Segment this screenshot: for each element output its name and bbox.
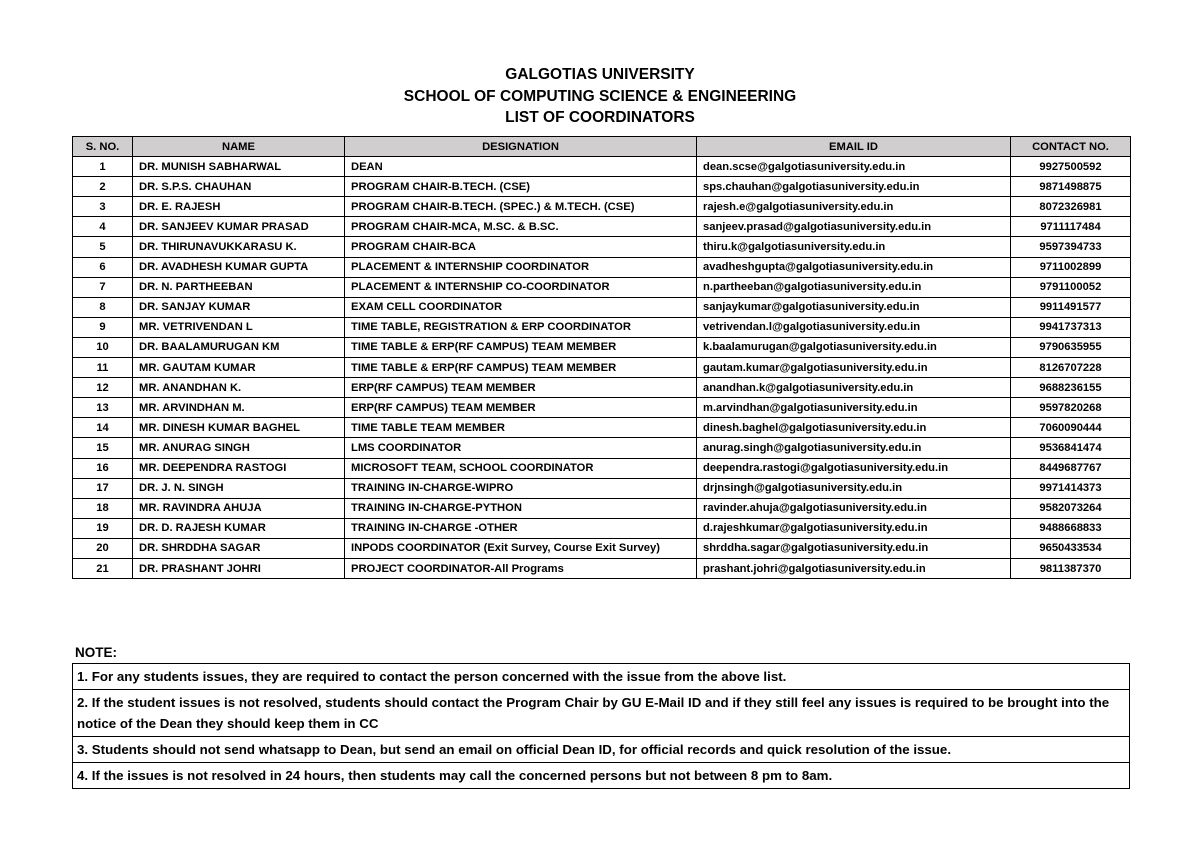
university-title: GALGOTIAS UNIVERSITY <box>505 66 695 83</box>
cell-designation: TIME TABLE, REGISTRATION & ERP COORDINATOR <box>345 317 697 337</box>
cell-contact: 9488668833 <box>1011 518 1131 538</box>
note-row <box>73 763 1130 789</box>
cell-email: avadheshgupta@galgotiasuniversity.edu.in <box>697 257 1011 277</box>
table-row <box>73 438 1131 458</box>
cell-name: MR. ARVINDHAN M. <box>133 398 345 418</box>
cell-email: shrddha.sagar@galgotiasuniversity.edu.in <box>697 538 1011 558</box>
cell-contact: 8072326981 <box>1011 197 1131 217</box>
table-row <box>73 378 1131 398</box>
table-body <box>73 157 1131 579</box>
cell-sno: 1 <box>73 157 133 177</box>
cell-name: DR. D. RAJESH KUMAR <box>133 518 345 538</box>
cell-designation: PLACEMENT & INTERNSHIP COORDINATOR <box>345 257 697 277</box>
cell-contact: 9871498875 <box>1011 177 1131 197</box>
cell-email: ravinder.ahuja@galgotiasuniversity.edu.in <box>697 498 1011 518</box>
cell-name: DR. N. PARTHEEBAN <box>133 277 345 297</box>
list-title: LIST OF COORDINATORS <box>505 109 695 126</box>
table-row <box>73 558 1131 578</box>
cell-email: dean.scse@galgotiasuniversity.edu.in <box>697 157 1011 177</box>
cell-designation: TIME TABLE & ERP(RF CAMPUS) TEAM MEMBER <box>345 337 697 357</box>
cell-designation: TRAINING IN-CHARGE-WIPRO <box>345 478 697 498</box>
cell-sno: 2 <box>73 177 133 197</box>
cell-contact: 9927500592 <box>1011 157 1131 177</box>
cell-contact: 9650433534 <box>1011 538 1131 558</box>
cell-name: MR. ANANDHAN K. <box>133 378 345 398</box>
cell-sno: 7 <box>73 277 133 297</box>
cell-sno: 18 <box>73 498 133 518</box>
cell-name: MR. RAVINDRA AHUJA <box>133 498 345 518</box>
cell-designation: TRAINING IN-CHARGE-PYTHON <box>345 498 697 518</box>
cell-sno: 8 <box>73 297 133 317</box>
cell-sno: 12 <box>73 378 133 398</box>
cell-sno: 20 <box>73 538 133 558</box>
cell-designation: PROGRAM CHAIR-B.TECH. (SPEC.) & M.TECH. (CSE) <box>345 197 697 217</box>
cell-contact: 9597394733 <box>1011 237 1131 257</box>
table-row <box>73 257 1131 277</box>
cell-sno: 10 <box>73 337 133 357</box>
cell-contact: 9811387370 <box>1011 558 1131 578</box>
cell-designation: DEAN <box>345 157 697 177</box>
cell-designation: ERP(RF CAMPUS) TEAM MEMBER <box>345 378 697 398</box>
table-row <box>73 297 1131 317</box>
table-row <box>73 177 1131 197</box>
note-item: 2. If the student issues is not resolved, students should contact the Program Chair by GU E-Mail ID and if they still feel any issues is required to be brought into the notice of the Dean they should keep them in CC <box>73 690 1130 737</box>
cell-contact: 9941737313 <box>1011 317 1131 337</box>
cell-sno: 11 <box>73 358 133 378</box>
cell-email: anandhan.k@galgotiasuniversity.edu.in <box>697 378 1011 398</box>
cell-contact: 9790635955 <box>1011 337 1131 357</box>
cell-sno: 14 <box>73 418 133 438</box>
cell-designation: MICROSOFT TEAM, SCHOOL COORDINATOR <box>345 458 697 478</box>
cell-email: k.baalamurugan@galgotiasuniversity.edu.in <box>697 337 1011 357</box>
cell-designation: EXAM CELL COORDINATOR <box>345 297 697 317</box>
cell-designation: PROGRAM CHAIR-MCA, M.SC. & B.SC. <box>345 217 697 237</box>
table-row <box>73 518 1131 538</box>
cell-email: prashant.johri@galgotiasuniversity.edu.in <box>697 558 1011 578</box>
cell-sno: 17 <box>73 478 133 498</box>
cell-email: drjnsingh@galgotiasuniversity.edu.in <box>697 478 1011 498</box>
header-sno: S. NO. <box>73 137 133 157</box>
cell-designation: TIME TABLE TEAM MEMBER <box>345 418 697 438</box>
cell-designation: TRAINING IN-CHARGE -OTHER <box>345 518 697 538</box>
cell-email: sps.chauhan@galgotiasuniversity.edu.in <box>697 177 1011 197</box>
cell-email: n.partheeban@galgotiasuniversity.edu.in <box>697 277 1011 297</box>
notes-table <box>72 663 1130 789</box>
cell-name: DR. J. N. SINGH <box>133 478 345 498</box>
cell-designation: PLACEMENT & INTERNSHIP CO-COORDINATOR <box>345 277 697 297</box>
cell-designation: TIME TABLE & ERP(RF CAMPUS) TEAM MEMBER <box>345 358 697 378</box>
cell-contact: 9688236155 <box>1011 378 1131 398</box>
note-row <box>73 690 1130 737</box>
cell-designation: ERP(RF CAMPUS) TEAM MEMBER <box>345 398 697 418</box>
cell-contact: 9582073264 <box>1011 498 1131 518</box>
cell-email: dinesh.baghel@galgotiasuniversity.edu.in <box>697 418 1011 438</box>
table-row <box>73 418 1131 438</box>
header-designation: DESIGNATION <box>345 137 697 157</box>
cell-contact: 7060090444 <box>1011 418 1131 438</box>
cell-name: DR. SANJEEV KUMAR PRASAD <box>133 217 345 237</box>
cell-name: DR. E. RAJESH <box>133 197 345 217</box>
cell-contact: 8126707228 <box>1011 358 1131 378</box>
note-item: 4. If the issues is not resolved in 24 hours, then students may call the concerned persons but not between 8 pm to 8am. <box>73 763 1130 789</box>
cell-contact: 8449687767 <box>1011 458 1131 478</box>
table-row <box>73 398 1131 418</box>
cell-designation: LMS COORDINATOR <box>345 438 697 458</box>
cell-sno: 21 <box>73 558 133 578</box>
note-row <box>73 664 1130 690</box>
cell-sno: 13 <box>73 398 133 418</box>
cell-contact: 9536841474 <box>1011 438 1131 458</box>
table-header-row <box>73 137 1131 157</box>
cell-designation: INPODS COORDINATOR (Exit Survey, Course Exit Survey) <box>345 538 697 558</box>
table-row <box>73 317 1131 337</box>
table-row <box>73 538 1131 558</box>
table-row <box>73 337 1131 357</box>
cell-sno: 3 <box>73 197 133 217</box>
cell-name: MR. GAUTAM KUMAR <box>133 358 345 378</box>
header-contact: CONTACT NO. <box>1011 137 1131 157</box>
cell-email: sanjaykumar@galgotiasuniversity.edu.in <box>697 297 1011 317</box>
table-row <box>73 197 1131 217</box>
cell-email: gautam.kumar@galgotiasuniversity.edu.in <box>697 358 1011 378</box>
cell-sno: 4 <box>73 217 133 237</box>
table-row <box>73 277 1131 297</box>
cell-contact: 9971414373 <box>1011 478 1131 498</box>
note-row <box>73 737 1130 763</box>
cell-name: DR. SANJAY KUMAR <box>133 297 345 317</box>
cell-name: MR. DINESH KUMAR BAGHEL <box>133 418 345 438</box>
table-row <box>73 217 1131 237</box>
table-row <box>73 478 1131 498</box>
cell-designation: PROGRAM CHAIR-BCA <box>345 237 697 257</box>
coordinators-table <box>72 136 1131 579</box>
cell-designation: PROGRAM CHAIR-B.TECH. (CSE) <box>345 177 697 197</box>
table-row <box>73 358 1131 378</box>
cell-email: vetrivendan.l@galgotiasuniversity.edu.in <box>697 317 1011 337</box>
cell-name: MR. ANURAG SINGH <box>133 438 345 458</box>
cell-sno: 9 <box>73 317 133 337</box>
cell-name: DR. S.P.S. CHAUHAN <box>133 177 345 197</box>
cell-name: DR. MUNISH SABHARWAL <box>133 157 345 177</box>
cell-email: sanjeev.prasad@galgotiasuniversity.edu.in <box>697 217 1011 237</box>
cell-sno: 5 <box>73 237 133 257</box>
cell-email: m.arvindhan@galgotiasuniversity.edu.in <box>697 398 1011 418</box>
cell-email: rajesh.e@galgotiasuniversity.edu.in <box>697 197 1011 217</box>
cell-contact: 9711117484 <box>1011 217 1131 237</box>
cell-sno: 6 <box>73 257 133 277</box>
cell-name: DR. BAALAMURUGAN KM <box>133 337 345 357</box>
note-item: 1. For any students issues, they are required to contact the person concerned with the issue from the above list. <box>73 664 1130 690</box>
school-title: SCHOOL OF COMPUTING SCIENCE & ENGINEERING <box>403 87 797 105</box>
cell-email: anurag.singh@galgotiasuniversity.edu.in <box>697 438 1011 458</box>
header-email: EMAIL ID <box>697 137 1011 157</box>
cell-email: thiru.k@galgotiasuniversity.edu.in <box>697 237 1011 257</box>
table-row <box>73 237 1131 257</box>
note-label: NOTE: <box>75 645 117 660</box>
cell-sno: 15 <box>73 438 133 458</box>
cell-sno: 16 <box>73 458 133 478</box>
cell-contact: 9911491577 <box>1011 297 1131 317</box>
cell-name: DR. PRASHANT JOHRI <box>133 558 345 578</box>
cell-designation: PROJECT COORDINATOR-All Programs <box>345 558 697 578</box>
cell-name: DR. THIRUNAVUKKARASU K. <box>133 237 345 257</box>
table-row <box>73 157 1131 177</box>
document-header <box>0 64 1200 129</box>
cell-sno: 19 <box>73 518 133 538</box>
cell-name: DR. AVADHESH KUMAR GUPTA <box>133 257 345 277</box>
cell-name: MR. VETRIVENDAN L <box>133 317 345 337</box>
cell-contact: 9711002899 <box>1011 257 1131 277</box>
cell-email: deependra.rastogi@galgotiasuniversity.edu.in <box>697 458 1011 478</box>
cell-email: d.rajeshkumar@galgotiasuniversity.edu.in <box>697 518 1011 538</box>
table-row <box>73 498 1131 518</box>
cell-name: MR. DEEPENDRA RASTOGI <box>133 458 345 478</box>
note-item: 3. Students should not send whatsapp to Dean, but send an email on official Dean ID, for official records and quick resolution of the issue. <box>73 737 1130 763</box>
header-name: NAME <box>133 137 345 157</box>
cell-contact: 9597820268 <box>1011 398 1131 418</box>
cell-contact: 9791100052 <box>1011 277 1131 297</box>
cell-name: DR. SHRDDHA SAGAR <box>133 538 345 558</box>
table-row <box>73 458 1131 478</box>
